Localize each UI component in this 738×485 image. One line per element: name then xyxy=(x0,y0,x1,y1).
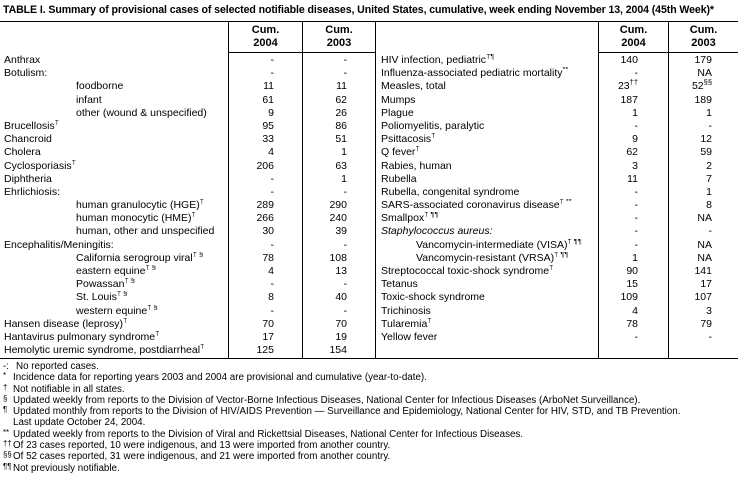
superscript-marker: † § xyxy=(147,304,158,312)
table-row xyxy=(0,239,375,252)
value-cum-2003: 240 xyxy=(329,212,347,225)
value-cum-2003: 154 xyxy=(329,344,347,357)
value-cum-2004: - xyxy=(270,238,274,251)
footnote: † Not notifiable in all states. xyxy=(3,382,125,395)
table-row xyxy=(0,186,375,199)
disease-label: Psittacosis† xyxy=(375,133,598,146)
superscript-marker: †† xyxy=(629,77,638,87)
table-row xyxy=(0,133,375,146)
superscript-marker: † xyxy=(427,317,432,325)
value-cum-2003: 8 xyxy=(706,199,712,212)
table-row xyxy=(375,120,738,133)
superscript-marker: §§ xyxy=(703,77,712,87)
superscript-marker: † xyxy=(155,330,160,338)
footnote: ¶ Updated monthly from reports to the Division of HIV/AIDS Prevention — Surveillance and Epidemiology, National Center for HIV, STD, and TB Prevention. Last update October 24, 2004. xyxy=(2,406,736,429)
value-cum-2004: 61 xyxy=(262,93,274,106)
disease-label: Ehrlichiosis: xyxy=(4,185,61,198)
table-row xyxy=(375,133,738,146)
disease-label: human monocytic (HME)† xyxy=(0,212,228,225)
value-cum-2003: - xyxy=(708,330,712,343)
value-cum-2004: 17 xyxy=(262,330,274,343)
value-cum-2003: 12 xyxy=(700,133,712,146)
disease-label: Vancomycin-intermediate (VISA)† ¶¶ xyxy=(375,239,598,252)
table-row xyxy=(0,107,375,120)
value-cum-2004: 9 xyxy=(632,133,638,146)
value-cum-2004: 33 xyxy=(262,133,274,146)
disease-label: SARS-associated coronavirus disease† ** xyxy=(375,199,598,212)
table-row xyxy=(0,120,375,133)
disease-label: Measles, total xyxy=(381,80,446,93)
disease-label: human, other and unspecified xyxy=(76,225,215,238)
disease-label: Smallpox† ¶¶ xyxy=(375,212,598,225)
disease-label: Plague xyxy=(381,106,414,119)
disease-label: Rubella, congenital syndrome xyxy=(381,185,520,198)
value-cum-2003: 19 xyxy=(335,330,347,343)
value-cum-2004: 125 xyxy=(256,344,274,357)
value-cum-2003: - xyxy=(343,67,347,80)
value-cum-2003: 1 xyxy=(706,185,712,198)
footnote-marker: ¶ xyxy=(3,405,8,415)
right-table-body xyxy=(375,54,738,344)
disease-label: California serogroup viral† § xyxy=(0,252,228,265)
disease-label: HIV infection, pediatric†¶ xyxy=(375,54,598,67)
disease-label: Influenza-associated pediatric mortality** xyxy=(375,67,598,80)
value-cum-2003: 1 xyxy=(341,172,347,185)
table-row xyxy=(0,80,375,93)
header-year-label: 2003 xyxy=(326,37,352,49)
value-cum-2003: 59 xyxy=(700,146,712,159)
value-cum-2003: 3 xyxy=(706,304,712,317)
value-cum-2003: - xyxy=(343,54,347,66)
table-row xyxy=(375,252,738,265)
disease-label: Streptococcal toxic-shock syndrome† xyxy=(375,265,598,278)
header-cum-label: Cum. xyxy=(689,24,718,36)
value-cum-2004: 1 xyxy=(632,251,638,264)
superscript-marker: † ¶¶ xyxy=(554,251,569,259)
disease-label: Tetanus xyxy=(381,278,418,291)
value-cum-2004: - xyxy=(270,172,274,185)
value-cum-2004: 11 xyxy=(627,172,638,185)
disease-label: Poliomyelitis, paralytic xyxy=(381,119,485,132)
superscript-marker: † ** xyxy=(559,199,572,206)
footnote-marker: * xyxy=(3,371,7,381)
disease-label: Vancomycin-resistant (VRSA)† ¶¶ xyxy=(375,252,598,265)
value-cum-2004: - xyxy=(270,54,274,66)
value-cum-2004: 4 xyxy=(268,265,274,277)
table-row xyxy=(375,265,738,278)
disease-label: Cyclosporiasis† xyxy=(0,160,228,173)
disease-label: Anthrax xyxy=(4,54,41,66)
table-row xyxy=(0,318,375,331)
value-cum-2004: 3 xyxy=(632,159,638,172)
value-cum-2004: - xyxy=(270,67,274,80)
table-row xyxy=(375,160,738,173)
column-header-right-cum-2003 xyxy=(669,24,738,50)
table-row xyxy=(0,265,375,278)
disease-label: Trichinosis xyxy=(381,304,431,317)
value-cum-2003: 11 xyxy=(336,80,347,93)
value-cum-2003: 79 xyxy=(700,317,712,330)
disease-label: Diphtheria xyxy=(4,172,52,185)
table-row xyxy=(0,67,375,80)
value-cum-2003: - xyxy=(343,278,347,291)
footnote: ¶¶ Not previously notifiable. xyxy=(3,461,120,474)
value-cum-2003: - xyxy=(343,185,347,198)
footnote-marker: -: xyxy=(3,361,9,372)
disease-label: other (wound & unspecified) xyxy=(76,106,207,119)
header-year-label: 2004 xyxy=(253,37,278,49)
disease-label: Yellow fever xyxy=(381,330,438,343)
value-cum-2004: 206 xyxy=(256,159,274,172)
disease-label: eastern equine† § xyxy=(0,265,228,278)
superscript-marker: † xyxy=(123,317,128,325)
value-cum-2003: 86 xyxy=(335,119,347,132)
table-row xyxy=(0,252,375,265)
value-cum-2003: 26 xyxy=(335,106,347,119)
table-row xyxy=(0,54,375,67)
value-cum-2004: 70 xyxy=(262,317,274,330)
footnotes xyxy=(2,361,736,474)
superscript-marker: † § xyxy=(124,278,135,285)
header-year-label: 2004 xyxy=(621,37,646,49)
value-cum-2003: 17 xyxy=(700,278,712,291)
column-header-left-cum-2004 xyxy=(229,24,302,50)
table-row xyxy=(0,146,375,159)
value-cum-2003: 108 xyxy=(329,251,347,264)
value-cum-2004: 90 xyxy=(626,265,638,277)
footnote-marker: §§ xyxy=(3,450,12,460)
value-cum-2004: - xyxy=(634,225,638,238)
table-row xyxy=(375,67,738,80)
value-cum-2003: - xyxy=(708,119,712,132)
value-cum-2003: 39 xyxy=(335,225,347,238)
disease-label: Rubella xyxy=(381,172,417,185)
value-cum-2003: 13 xyxy=(335,265,347,277)
table-row xyxy=(375,318,738,331)
value-cum-2004: 78 xyxy=(262,251,274,264)
table-row xyxy=(375,107,738,120)
value-cum-2003: 52§§ xyxy=(691,77,712,93)
table-top-rule xyxy=(0,21,738,22)
value-cum-2004: 4 xyxy=(268,146,274,159)
disease-label: human granulocytic (HGE)† xyxy=(0,199,228,212)
value-cum-2004: 109 xyxy=(620,291,638,304)
value-cum-2004: 8 xyxy=(268,291,274,304)
table-row xyxy=(0,199,375,212)
value-cum-2003: 141 xyxy=(694,265,712,277)
value-cum-2003: 70 xyxy=(335,317,347,330)
value-cum-2003: 290 xyxy=(329,199,347,212)
footnote-marker: †† xyxy=(3,439,12,449)
table-row xyxy=(0,212,375,225)
superscript-marker: † xyxy=(191,212,196,219)
footnote: -: No reported cases. xyxy=(3,361,99,372)
footnote: * Incidence data for reporting years 2003 and 2004 are provisional and cumulative (year-to-date). xyxy=(3,371,427,384)
table-row xyxy=(375,331,738,344)
disease-label: foodborne xyxy=(76,80,124,93)
value-cum-2004: 4 xyxy=(632,304,638,317)
footnote: †† Of 23 cases reported, 10 were indigenous, and 13 were imported from another country. xyxy=(3,439,391,452)
table-row xyxy=(375,173,738,186)
value-cum-2004: 289 xyxy=(256,199,274,212)
disease-label: Hansen disease (leprosy)† xyxy=(0,318,228,331)
disease-label: Mumps xyxy=(381,93,416,106)
value-cum-2003: 1 xyxy=(706,106,712,119)
superscript-marker: † § xyxy=(192,251,204,259)
value-cum-2004: - xyxy=(634,119,638,132)
table-title: TABLE I. Summary of provisional cases of selected notifiable diseases, United States, cumulative, week ending November 13, 2004 (45th Week)* xyxy=(3,4,714,16)
value-cum-2004: - xyxy=(634,212,638,225)
value-cum-2004: 11 xyxy=(263,80,274,93)
table-row xyxy=(0,225,375,238)
disease-label: infant xyxy=(76,93,102,106)
disease-label: Chancroid xyxy=(4,133,52,146)
value-cum-2003: 62 xyxy=(335,93,347,106)
header-cum-label: Cum. xyxy=(251,24,280,36)
table-row xyxy=(375,94,738,107)
value-cum-2004: - xyxy=(634,199,638,212)
disease-label: Q fever† xyxy=(375,146,598,159)
superscript-marker: † § xyxy=(116,291,128,298)
table-row xyxy=(375,186,738,199)
table-row xyxy=(375,225,738,238)
superscript-marker: † xyxy=(199,199,204,206)
footnote-marker: ** xyxy=(3,427,10,437)
table-row xyxy=(375,239,738,252)
disease-label: St. Louis† § xyxy=(0,291,228,304)
header-year-label: 2003 xyxy=(691,37,716,49)
value-cum-2003: - xyxy=(343,238,347,251)
value-cum-2003: 40 xyxy=(335,291,347,304)
value-cum-2003: 51 xyxy=(335,133,347,146)
table-row xyxy=(375,77,738,93)
footnote: ** Updated weekly from reports to the Division of Viral and Rickettsial Diseases, National Center for Infectious Diseases. xyxy=(3,427,524,440)
superscript-marker: † xyxy=(200,344,205,351)
value-cum-2004: 23†† xyxy=(617,77,638,93)
value-cum-2003: 2 xyxy=(706,159,712,172)
value-cum-2004: - xyxy=(634,238,638,251)
disease-label: Staphylococcus aureus: xyxy=(381,225,493,238)
table-row xyxy=(375,291,738,304)
value-cum-2003: 7 xyxy=(706,172,712,185)
table-row xyxy=(375,212,738,225)
superscript-marker: † § xyxy=(145,265,156,272)
value-cum-2004: 9 xyxy=(268,106,274,119)
table-row xyxy=(0,160,375,173)
value-cum-2004: 95 xyxy=(262,119,274,132)
table-row xyxy=(0,331,375,344)
value-cum-2004: 187 xyxy=(620,93,638,106)
header-cum-label: Cum. xyxy=(325,24,353,36)
value-cum-2003: 189 xyxy=(694,93,712,106)
table-row xyxy=(0,278,375,291)
table-row xyxy=(0,291,375,304)
value-cum-2004: - xyxy=(270,304,274,317)
superscript-marker: † xyxy=(431,133,436,140)
table-bottom-rule xyxy=(0,358,738,359)
header-cum-label: Cum. xyxy=(619,24,648,36)
disease-label: Tularemia† xyxy=(375,318,598,331)
value-cum-2003: NA xyxy=(697,67,712,80)
value-cum-2004: 140 xyxy=(620,54,638,66)
disease-label: Hemolytic uremic syndrome, postdiarrheal† xyxy=(0,344,228,357)
footnote-continuation: Last update October 24, 2004. xyxy=(13,417,146,429)
superscript-marker: †¶ xyxy=(486,54,495,61)
superscript-marker: † xyxy=(54,119,59,127)
footnote: §§ Of 52 cases reported, 31 were indigenous, and 21 were imported from another country. xyxy=(3,450,391,463)
disease-label: Hantavirus pulmonary syndrome† xyxy=(0,331,228,344)
table-row xyxy=(0,305,375,318)
value-cum-2003: 179 xyxy=(694,54,712,66)
value-cum-2004: - xyxy=(634,330,638,343)
disease-label: Cholera xyxy=(4,146,41,159)
superscript-marker: † ¶¶ xyxy=(424,212,439,219)
disease-label: western equine† § xyxy=(0,305,228,318)
value-cum-2003: NA xyxy=(697,251,712,264)
table-row xyxy=(0,94,375,107)
footnote-marker: ¶¶ xyxy=(3,461,12,471)
superscript-marker: † ¶¶ xyxy=(567,238,582,246)
table-row xyxy=(375,278,738,291)
disease-label: Encephalitis/Meningitis: xyxy=(4,238,114,251)
footnote-marker: § xyxy=(3,393,8,403)
value-cum-2003: 1 xyxy=(341,146,347,159)
table-row xyxy=(0,173,375,186)
value-cum-2003: 107 xyxy=(694,291,712,304)
value-cum-2004: - xyxy=(634,185,638,198)
value-cum-2004: 266 xyxy=(256,212,274,225)
value-cum-2004: - xyxy=(270,185,274,198)
superscript-marker: ** xyxy=(562,67,569,74)
superscript-marker: † xyxy=(549,265,554,272)
table-row xyxy=(375,54,738,67)
footnote-marker: † xyxy=(3,382,8,392)
value-cum-2003: - xyxy=(343,304,347,317)
disease-label: Rabies, human xyxy=(381,159,452,172)
value-cum-2003: - xyxy=(708,225,712,238)
value-cum-2003: NA xyxy=(697,212,712,225)
disease-label: Powassan† § xyxy=(0,278,228,291)
value-cum-2004: - xyxy=(270,278,274,291)
column-header-left-cum-2003 xyxy=(303,24,375,50)
left-table-body xyxy=(0,54,375,357)
value-cum-2003: 63 xyxy=(335,159,347,172)
column-header-right-cum-2004 xyxy=(599,24,668,50)
disease-label: Brucellosis† xyxy=(0,120,228,133)
value-cum-2004: 62 xyxy=(626,146,638,159)
table-row xyxy=(375,146,738,159)
value-cum-2004: 30 xyxy=(262,225,274,238)
table-row xyxy=(375,305,738,318)
superscript-marker: † xyxy=(71,159,76,166)
value-cum-2004: 1 xyxy=(632,106,638,119)
table-row xyxy=(0,344,375,357)
value-cum-2004: 15 xyxy=(626,278,638,291)
superscript-marker: † xyxy=(415,146,420,153)
value-cum-2004: 78 xyxy=(626,317,638,330)
disease-label: Botulism: xyxy=(4,67,48,80)
disease-label: Toxic-shock syndrome xyxy=(381,291,485,304)
value-cum-2003: NA xyxy=(697,238,712,251)
value-cum-2004: - xyxy=(634,67,638,80)
footnote: § Updated weekly from reports to the Division of Vector-Borne Infectious Diseases, National Center for Infectious Diseases (ArboNet Surveillance). xyxy=(3,393,641,406)
table-row xyxy=(375,199,738,212)
